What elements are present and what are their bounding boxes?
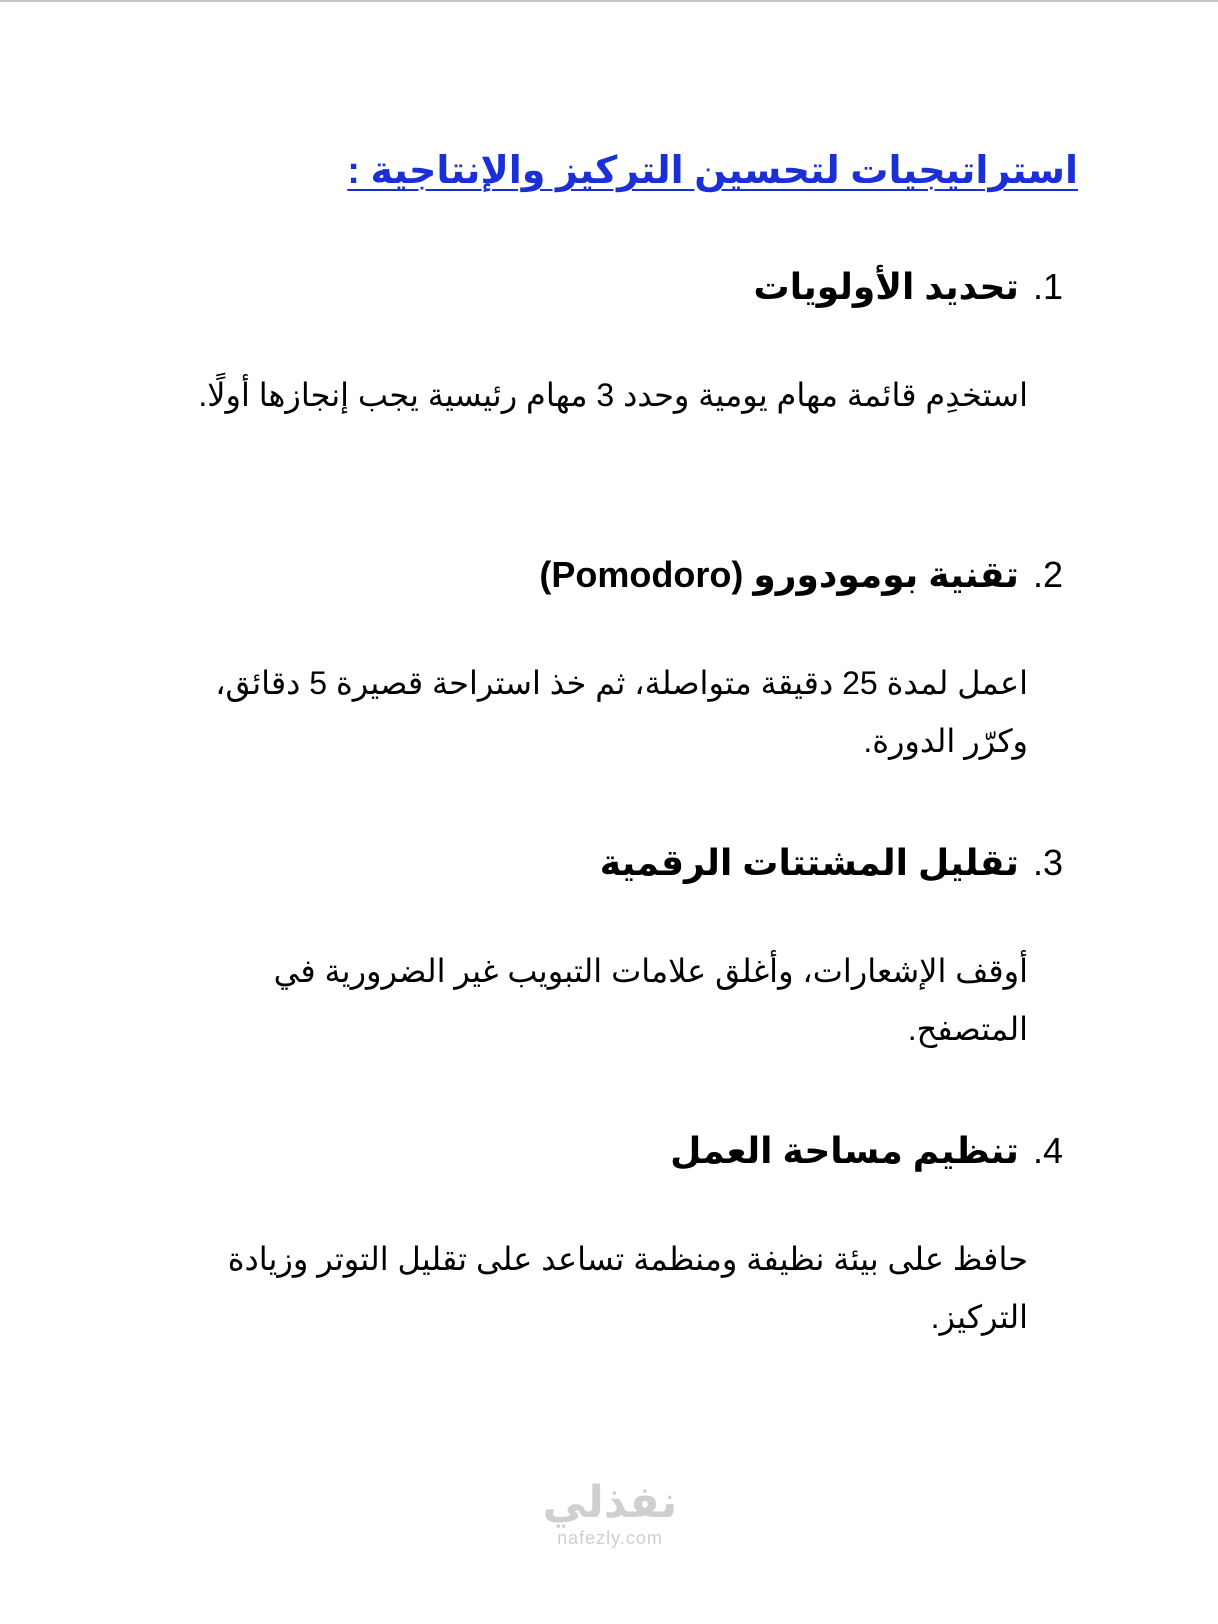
document-title: استراتيجيات لتحسين التركيز والإنتاجية : (347, 150, 1078, 192)
section-heading-text: تقنية بومودورو (Pomodoro) (539, 554, 1019, 595)
section-distractions (163, 842, 1063, 1058)
section-number: 3. (1032, 842, 1063, 883)
section-body: اعمل لمدة 25 دقيقة متواصلة، ثم خذ استراحة قصيرة 5 دقائق، وكرّر الدورة. (215, 665, 1028, 759)
section-body: استخدِم قائمة مهام يومية وحدد 3 مهام رئيسية يجب إنجازها أولًا. (198, 377, 1028, 413)
section-workspace (163, 1130, 1063, 1346)
section-body: حافظ على بيئة نظيفة ومنظمة تساعد على تقليل التوتر وزيادة التركيز. (227, 1241, 1028, 1335)
section-heading-text: تنظيم مساحة العمل (670, 1130, 1019, 1171)
section-heading (163, 842, 1063, 884)
section-heading (163, 266, 1063, 308)
section-heading-text: تقليل المشتتات الرقمية (599, 842, 1019, 883)
watermark-logo-text: نفذلي (542, 1478, 678, 1527)
section-number: 1. (1032, 266, 1063, 307)
section-number: 2. (1032, 554, 1063, 595)
watermark-url: nafezly.com (557, 1528, 663, 1548)
section-body: أوقف الإشعارات، وأغلق علامات التبويب غير الضرورية في المتصفح. (273, 953, 1028, 1047)
section-heading (163, 1130, 1063, 1172)
section-heading (163, 554, 1063, 596)
section-priorities (163, 266, 1063, 424)
section-pomodoro (163, 554, 1063, 770)
section-number: 4. (1032, 1130, 1063, 1171)
watermark-logo (530, 1478, 690, 1548)
section-heading-text: تحديد الأولويات (753, 266, 1019, 307)
